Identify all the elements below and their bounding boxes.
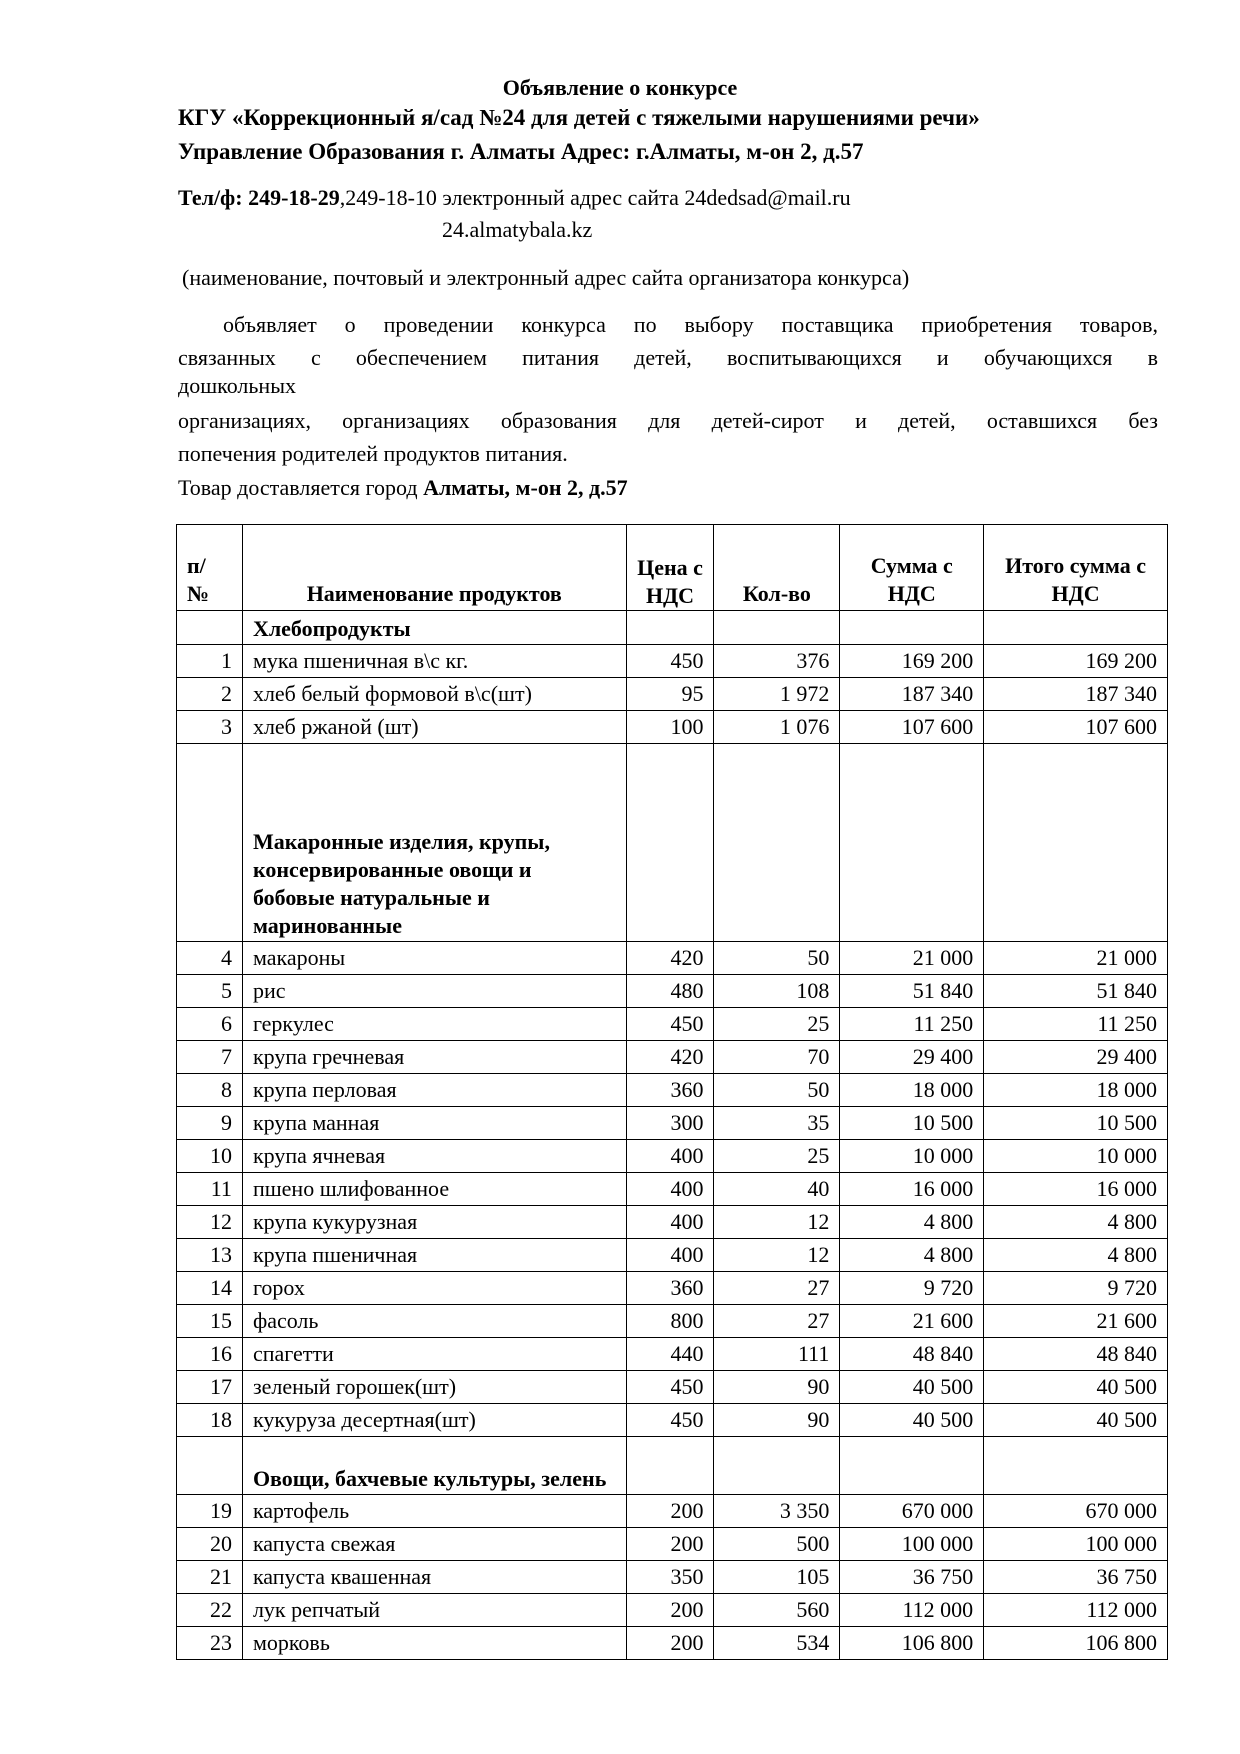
- sum: 11 250: [840, 1008, 984, 1041]
- product-name: хлеб белый формовой в\с(шт): [242, 678, 626, 711]
- product-name: крупа пшеничная: [242, 1239, 626, 1272]
- quantity: 27: [714, 1305, 840, 1338]
- row-number: 7: [177, 1041, 243, 1074]
- products-table: [176, 524, 1168, 1660]
- quantity: 12: [714, 1239, 840, 1272]
- total: 10 000: [984, 1140, 1168, 1173]
- total: 4 800: [984, 1206, 1168, 1239]
- category-row: [177, 611, 1168, 645]
- sum: 48 840: [840, 1338, 984, 1371]
- sum: 112 000: [840, 1594, 984, 1627]
- product-name: хлеб ржаной (шт): [242, 711, 626, 744]
- row-number: 17: [177, 1371, 243, 1404]
- row-number: 22: [177, 1594, 243, 1627]
- quantity: 50: [714, 942, 840, 975]
- quantity: 376: [714, 645, 840, 678]
- price: 95: [626, 678, 714, 711]
- row-number: 9: [177, 1107, 243, 1140]
- total: 107 600: [984, 711, 1168, 744]
- row-number: 20: [177, 1528, 243, 1561]
- quantity: 27: [714, 1272, 840, 1305]
- empty-cell: [714, 611, 840, 645]
- total: 670 000: [984, 1495, 1168, 1528]
- quantity: 50: [714, 1074, 840, 1107]
- sum: 187 340: [840, 678, 984, 711]
- sum: 51 840: [840, 975, 984, 1008]
- total: 187 340: [984, 678, 1168, 711]
- price: 450: [626, 1008, 714, 1041]
- announcement-title: Объявление о конкурсе: [502, 75, 738, 100]
- category-row: [177, 1437, 1168, 1495]
- product-name: зеленый горошек(шт): [242, 1371, 626, 1404]
- product-name: крупа перловая: [242, 1074, 626, 1107]
- intro-line-2: связанных с обеспечением питания детей, воспитывающихся и обучающихся в: [178, 345, 1158, 370]
- price: 480: [626, 975, 714, 1008]
- product-name: крупа кукурузная: [242, 1206, 626, 1239]
- row-number: 14: [177, 1272, 243, 1305]
- header-total: Итого сумма с НДС: [984, 525, 1168, 611]
- row-number: 15: [177, 1305, 243, 1338]
- total: 40 500: [984, 1371, 1168, 1404]
- category-row: [177, 744, 1168, 942]
- product-name: крупа манная: [242, 1107, 626, 1140]
- delivery-place: Алматы, м-он 2, д.57: [423, 475, 628, 500]
- product-name: морковь: [242, 1627, 626, 1660]
- quantity: 90: [714, 1404, 840, 1437]
- table-row: [177, 1173, 1168, 1206]
- table-row: [177, 1627, 1168, 1660]
- price: 360: [626, 1074, 714, 1107]
- row-number: 2: [177, 678, 243, 711]
- empty-cell: [626, 744, 714, 942]
- row-number: 13: [177, 1239, 243, 1272]
- quantity: 1 076: [714, 711, 840, 744]
- empty-cell: [714, 744, 840, 942]
- table-row: [177, 645, 1168, 678]
- sum: 21 600: [840, 1305, 984, 1338]
- empty-cell: [626, 1437, 714, 1495]
- total: 100 000: [984, 1528, 1168, 1561]
- sum: 21 000: [840, 942, 984, 975]
- table-row: [177, 1074, 1168, 1107]
- phone-label: Тел/ф: 249-18-29: [178, 185, 340, 210]
- table-row: [177, 1404, 1168, 1437]
- total: 21 600: [984, 1305, 1168, 1338]
- total: 36 750: [984, 1561, 1168, 1594]
- product-name: крупа ячневая: [242, 1140, 626, 1173]
- quantity: 25: [714, 1140, 840, 1173]
- product-name: фасоль: [242, 1305, 626, 1338]
- empty-cell: [984, 1437, 1168, 1495]
- price: 360: [626, 1272, 714, 1305]
- category-name: Макаронные изделия, крупы, консервированные овощи и бобовые натуральные и маринованные: [242, 744, 626, 942]
- empty-cell: [177, 1437, 243, 1495]
- price: 450: [626, 1404, 714, 1437]
- price: 400: [626, 1173, 714, 1206]
- phone-rest: ,249-18-10 электронный адрес сайта 24dedsad@mail.ru: [339, 185, 851, 210]
- total: 169 200: [984, 645, 1168, 678]
- row-number: 18: [177, 1404, 243, 1437]
- price: 450: [626, 645, 714, 678]
- row-number: 16: [177, 1338, 243, 1371]
- price: 400: [626, 1239, 714, 1272]
- quantity: 90: [714, 1371, 840, 1404]
- delivery-line: [178, 474, 628, 502]
- total: 16 000: [984, 1173, 1168, 1206]
- product-name: капуста квашенная: [242, 1561, 626, 1594]
- row-number: 8: [177, 1074, 243, 1107]
- product-name: капуста свежая: [242, 1528, 626, 1561]
- empty-cell: [840, 744, 984, 942]
- table-row: [177, 1272, 1168, 1305]
- organization-name: КГУ «Коррекционный я/сад №24 для детей с тяжелыми нарушениями речи»: [178, 105, 980, 130]
- delivery-prefix: Товар доставляется город: [178, 475, 424, 500]
- row-number: 4: [177, 942, 243, 975]
- product-name: спагетти: [242, 1338, 626, 1371]
- product-name: макароны: [242, 942, 626, 975]
- table-row: [177, 1206, 1168, 1239]
- total: 40 500: [984, 1404, 1168, 1437]
- table-row: [177, 711, 1168, 744]
- table-row: [177, 678, 1168, 711]
- total: 11 250: [984, 1008, 1168, 1041]
- sum: 4 800: [840, 1206, 984, 1239]
- header-product-name: Наименование продуктов: [242, 525, 626, 611]
- intro-line-3: дошкольных: [178, 373, 296, 398]
- total: 112 000: [984, 1594, 1168, 1627]
- header-price: Цена с НДС: [626, 525, 714, 611]
- site-address: 24.almatybala.kz: [442, 217, 593, 242]
- price: 200: [626, 1594, 714, 1627]
- sum: 670 000: [840, 1495, 984, 1528]
- quantity: 534: [714, 1627, 840, 1660]
- table-row: [177, 1041, 1168, 1074]
- table-header-row: [177, 525, 1168, 611]
- price: 200: [626, 1528, 714, 1561]
- contact-line: [178, 184, 851, 212]
- empty-cell: [984, 744, 1168, 942]
- price: 100: [626, 711, 714, 744]
- empty-cell: [177, 611, 243, 645]
- empty-cell: [840, 1437, 984, 1495]
- price: 400: [626, 1140, 714, 1173]
- total: 51 840: [984, 975, 1168, 1008]
- empty-cell: [177, 744, 243, 942]
- sum: 10 000: [840, 1140, 984, 1173]
- organizer-caption: (наименование, почтовый и электронный адрес сайта организатора конкурса): [182, 265, 910, 290]
- table-row: [177, 1495, 1168, 1528]
- total: 4 800: [984, 1239, 1168, 1272]
- row-number: 23: [177, 1627, 243, 1660]
- price: 200: [626, 1495, 714, 1528]
- price: 300: [626, 1107, 714, 1140]
- sum: 4 800: [840, 1239, 984, 1272]
- empty-cell: [840, 611, 984, 645]
- organization-address: Управление Образования г. Алматы Адрес: г.Алматы, м-он 2, д.57: [178, 139, 864, 164]
- total: 29 400: [984, 1041, 1168, 1074]
- quantity: 500: [714, 1528, 840, 1561]
- table-row: [177, 1008, 1168, 1041]
- product-name: кукуруза десертная(шт): [242, 1404, 626, 1437]
- intro-line-4: организациях, организациях образования для детей-сирот и детей, оставшихся без: [178, 408, 1158, 433]
- quantity: 560: [714, 1594, 840, 1627]
- table-body: [177, 611, 1168, 1660]
- row-number: 5: [177, 975, 243, 1008]
- quantity: 35: [714, 1107, 840, 1140]
- total: 106 800: [984, 1627, 1168, 1660]
- table-row: [177, 942, 1168, 975]
- product-name: геркулес: [242, 1008, 626, 1041]
- table-row: [177, 1338, 1168, 1371]
- price: 350: [626, 1561, 714, 1594]
- intro-paragraph: [178, 308, 1158, 470]
- empty-cell: [714, 1437, 840, 1495]
- header-quantity: Кол-во: [714, 525, 840, 611]
- row-number: 21: [177, 1561, 243, 1594]
- product-name: картофель: [242, 1495, 626, 1528]
- quantity: 40: [714, 1173, 840, 1206]
- quantity: 70: [714, 1041, 840, 1074]
- table-row: [177, 1305, 1168, 1338]
- quantity: 25: [714, 1008, 840, 1041]
- quantity: 12: [714, 1206, 840, 1239]
- price: 450: [626, 1371, 714, 1404]
- quantity: 105: [714, 1561, 840, 1594]
- price: 400: [626, 1206, 714, 1239]
- product-name: рис: [242, 975, 626, 1008]
- table-row: [177, 1594, 1168, 1627]
- table-row: [177, 1239, 1168, 1272]
- sum: 106 800: [840, 1627, 984, 1660]
- sum: 36 750: [840, 1561, 984, 1594]
- table-row: [177, 975, 1168, 1008]
- quantity: 108: [714, 975, 840, 1008]
- sum: 16 000: [840, 1173, 984, 1206]
- table-row: [177, 1107, 1168, 1140]
- price: 800: [626, 1305, 714, 1338]
- sum: 100 000: [840, 1528, 984, 1561]
- product-name: мука пшеничная в\с кг.: [242, 645, 626, 678]
- row-number: 10: [177, 1140, 243, 1173]
- row-number: 11: [177, 1173, 243, 1206]
- product-name: пшено шлифованное: [242, 1173, 626, 1206]
- total: 9 720: [984, 1272, 1168, 1305]
- row-number: 6: [177, 1008, 243, 1041]
- price: 420: [626, 1041, 714, 1074]
- total: 10 500: [984, 1107, 1168, 1140]
- row-number: 19: [177, 1495, 243, 1528]
- table-row: [177, 1561, 1168, 1594]
- sum: 9 720: [840, 1272, 984, 1305]
- sum: 10 500: [840, 1107, 984, 1140]
- sum: 29 400: [840, 1041, 984, 1074]
- intro-line-5: попечения родителей продуктов питания.: [178, 441, 568, 466]
- empty-cell: [626, 611, 714, 645]
- total: 21 000: [984, 942, 1168, 975]
- sum: 107 600: [840, 711, 984, 744]
- price: 420: [626, 942, 714, 975]
- quantity: 111: [714, 1338, 840, 1371]
- empty-cell: [984, 611, 1168, 645]
- row-number: 12: [177, 1206, 243, 1239]
- category-name: Хлебопродукты: [242, 611, 626, 645]
- header-number: п/ №: [177, 525, 243, 611]
- category-name: Овощи, бахчевые культуры, зелень: [242, 1437, 626, 1495]
- table-row: [177, 1528, 1168, 1561]
- product-name: горох: [242, 1272, 626, 1305]
- sum: 18 000: [840, 1074, 984, 1107]
- sum: 169 200: [840, 645, 984, 678]
- sum: 40 500: [840, 1404, 984, 1437]
- product-name: лук репчатый: [242, 1594, 626, 1627]
- table-row: [177, 1371, 1168, 1404]
- sum: 40 500: [840, 1371, 984, 1404]
- intro-line-1: объявляет о проведении конкурса по выбору поставщика приобретения товаров,: [223, 312, 1158, 337]
- total: 18 000: [984, 1074, 1168, 1107]
- quantity: 3 350: [714, 1495, 840, 1528]
- price: 200: [626, 1627, 714, 1660]
- product-name: крупа гречневая: [242, 1041, 626, 1074]
- row-number: 3: [177, 711, 243, 744]
- row-number: 1: [177, 645, 243, 678]
- price: 440: [626, 1338, 714, 1371]
- table-row: [177, 1140, 1168, 1173]
- total: 48 840: [984, 1338, 1168, 1371]
- quantity: 1 972: [714, 678, 840, 711]
- header-sum: Сумма с НДС: [840, 525, 984, 611]
